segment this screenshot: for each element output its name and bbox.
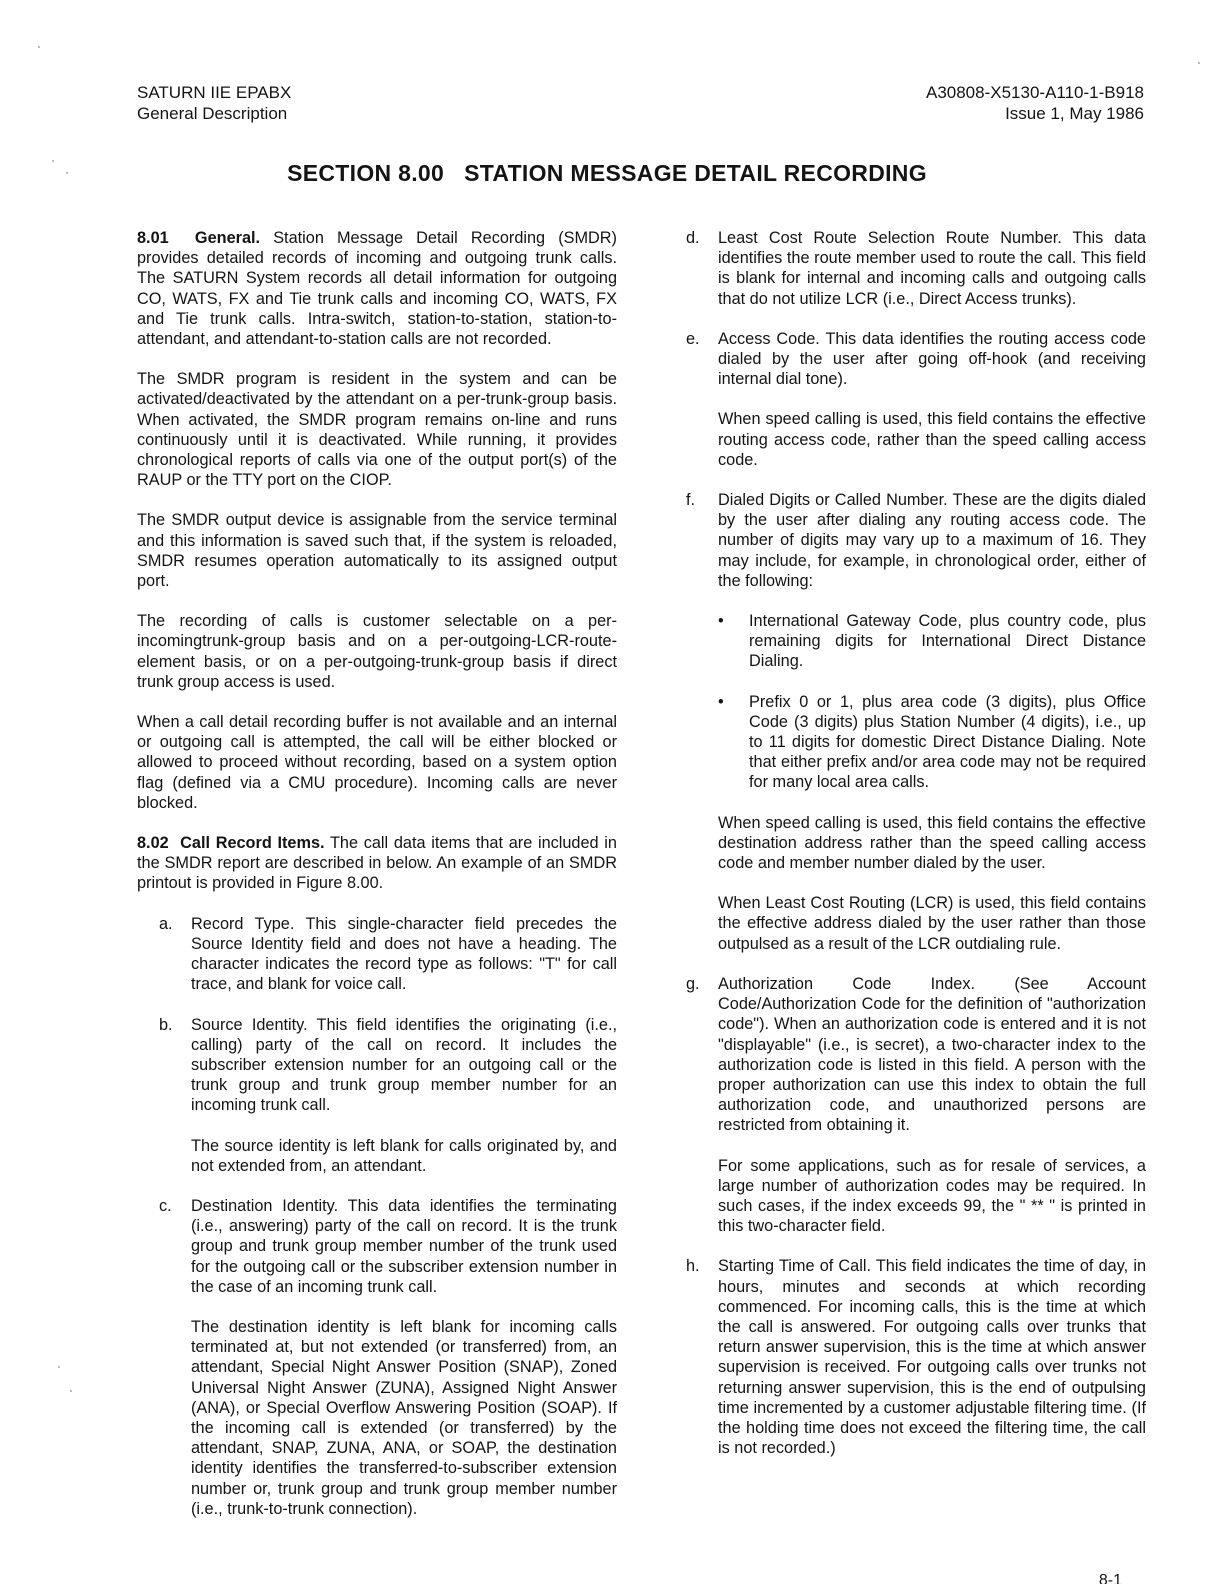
list-item-d (686, 228, 1146, 309)
list-marker: d. (686, 229, 700, 247)
list-text: Access Code. This data identifies the routing access code dialed by the user after going off-hook (and receiving internal dial tone). (718, 329, 1146, 389)
list-text: Least Cost Route Selection Route Number. This data identifies the route member used to route the call. This field is blank for internal and incoming calls and outgoing calls that do not utilize LCR (i.e., Direct Access trunks). (718, 229, 1146, 308)
list-text: Source Identity. This field identifies the originating (i.e., calling) party of the call on record. It includes the subscriber extension number for an outgoing call or the trunk group and trunk group member number for an incoming trunk call. (191, 1015, 617, 1115)
para-heading: Call Record Items. (180, 834, 325, 853)
para-text: The call data items that are included in the SMDR report are described in below. An example of an SMDR printout is provided in Figure 8.00. (137, 834, 617, 893)
scan-speck (70, 1390, 72, 1392)
list-marker: b. (159, 1015, 173, 1034)
page-number: 8-1 (1098, 1574, 1122, 1584)
left-column (137, 228, 617, 1539)
bullet-text: International Gateway Code, plus country code, plus remaining digits for International Direct Distance Dialing. (749, 612, 1146, 671)
list-marker: e. (686, 329, 700, 348)
list-item-b-note: The source identity is left blank for calls originated by, and not extended from, an attendant. (191, 1136, 617, 1175)
para-number: 8.01 (137, 229, 169, 247)
scan-speck (1198, 62, 1200, 64)
list-item-f (686, 490, 1146, 591)
list-text: Record Type. This single-character field precedes the Source Identity field and does not have a heading. The character indicates the record type as follows: "T" for call trace, and blank for voice call. (191, 914, 617, 994)
list-item-g-note: For some applications, such as for resale of services, a large number of authorization codes may be required. In such cases, if the index exceeds 99, the " ** " is printed in this two-character field. (718, 1156, 1146, 1236)
list-item-a (159, 914, 617, 995)
list-item-b (159, 1015, 617, 1116)
list-marker: a. (159, 914, 173, 933)
list-item-h (686, 1256, 1146, 1458)
paragraph-8-01 (137, 228, 617, 349)
paragraph-recording-selectable: The recording of calls is customer selectable on a per-incomingtrunk-group basis and on a per-outgoing-LCR-route-element basis, or on a per-outgoing-trunk-group basis if direct trunk group access is used. (137, 612, 617, 691)
section-name: STATION MESSAGE DETAIL RECORDING (464, 160, 927, 186)
list-text: Authorization Code Index. (See Account Code/Authorization Code for the definition of "authorization code"). When an authorization code is entered and it is not "displayable" (i.e., is secret), a two-character index to the authorization code is listed in this field. A person with the proper authorization can use this index to obtain the full authorization code, and unauthorized persons are restricted from obtaining it. (718, 974, 1146, 1135)
scan-speck (38, 46, 40, 48)
list-item-g (686, 974, 1146, 1136)
list-item-c-note: The destination identity is left blank for incoming calls terminated at, but not extended (or transferred) from, an attendant, Special Night Answer Position (SNAP), Zoned Universal Night Answer (ZUNA), Assigned Night Answer (ANA), or Special Overflow Answering Position (SOAP). If the incoming call is extended (or transferred) by the attendant, SNAP, ZUNA, ANA, or SOAP, the destination identity identifies the transferred-to-subscriber extension number or, trunk group and trunk group member number (i.e., trunk-to-trunk connection). (191, 1317, 617, 1518)
list-item-e (686, 329, 1146, 390)
list-item-f-note-speed: When speed calling is used, this field contains the effective destination address rather than the speed calling access code and member number dialed by the user. (718, 813, 1146, 873)
scan-speck (66, 172, 68, 174)
list-marker: g. (686, 974, 700, 993)
list-text: Destination Identity. This data identifies the terminating (i.e., answering) party of the call on record. It is the trunk group and trunk group member number of the trunk used for the outgoing call or the subscriber extension number in the case of an incoming trunk call. (191, 1196, 617, 1296)
product-name: SATURN IIE EPABX (137, 83, 292, 102)
paragraph-smdr-program: The SMDR program is resident in the system and can be activated/deactivated by the attendant on a per-trunk-group basis. When activated, the SMDR program remains on-line and runs continuously until it is deactivated. While running, it provides chronological reports of calls via one of the output port(s) of the RAUP or the TTY port on the CIOP. (137, 370, 617, 490)
paragraph-buffer-unavailable: When a call detail recording buffer is not available and an internal or outgoing call is attempted, the call will be either blocked or allowed to proceed without recording, based on a system option flag (defined via a CMU procedure). Incoming calls are never blocked. (137, 713, 617, 812)
paragraph-8-02 (137, 833, 617, 894)
bullet-international (718, 611, 1146, 672)
para-heading: General. (194, 229, 261, 247)
issue-date: Issue 1, May 1986 (1005, 104, 1144, 123)
document-type: General Description (137, 104, 288, 123)
para-number: 8.02 (137, 834, 169, 853)
list-marker: h. (686, 1257, 700, 1276)
paragraph-smdr-output: The SMDR output device is assignable from the service terminal and this information is saved such that, if the system is reloaded, SMDR resumes operation automatically to its assigned output port. (137, 511, 617, 591)
scan-speck (58, 1366, 60, 1368)
bullet-text: Prefix 0 or 1, plus area code (3 digits), plus Office Code (3 digits) plus Station Number (4 digits), i.e., up to 11 digits for domestic Direct Distance Dialing. Note that either prefix and/or area code may not be required for many local area calls. (749, 692, 1146, 792)
bullet-dot: • (718, 692, 724, 711)
list-marker: f. (686, 491, 696, 510)
bullet-domestic (718, 692, 1146, 793)
header-left (137, 82, 291, 124)
scan-speck (52, 160, 54, 162)
right-column (686, 228, 1146, 1478)
list-item-e-note: When speed calling is used, this field contains the effective routing access code, rather than the speed calling access code. (718, 410, 1146, 469)
document-number: A30808-X5130-A110-1-B918 (925, 83, 1144, 102)
list-text: Starting Time of Call. This field indicates the time of day, in hours, minutes and seconds at which recording commenced. For incoming calls, this is the time at which the call is answered. For outgoing calls over trunks that return answer supervision, this is the time at which answer supervision is received. For outgoing calls over trunks not returning answer supervision, this is the end of outpulsing time incremented by a customer adjustable filtering time. (If the holding time does not exceed the filtering time, the call is not recorded.) (718, 1257, 1146, 1458)
list-item-c (159, 1196, 617, 1297)
para-text: Station Message Detail Recording (SMDR) provides detailed records of incoming and outgoing trunk calls. The SATURN System records all detail information for outgoing CO, WATS, FX and Tie trunk calls and incoming CO, WATS, FX and Tie trunk calls. Intra-switch, station-to-station, station-to-attendant, and attendant-to-station calls are not recorded. (137, 229, 617, 349)
header-right (926, 82, 1144, 124)
list-item-f-note-lcr: When Least Cost Routing (LCR) is used, this field contains the effective address dialed by the user rather than those outpulsed as a result of the LCR outdialing rule. (718, 894, 1146, 953)
bullet-dot: • (718, 612, 724, 631)
section-number: SECTION 8.00 (287, 160, 445, 186)
list-marker: c. (159, 1196, 172, 1215)
list-text: Dialed Digits or Called Number. These are the digits dialed by the user after dialing any routing access code. The number of digits may vary up to a maximum of 16. They may include, for example, in chronological order, either of the following: (718, 491, 1146, 590)
section-title (0, 160, 1214, 187)
